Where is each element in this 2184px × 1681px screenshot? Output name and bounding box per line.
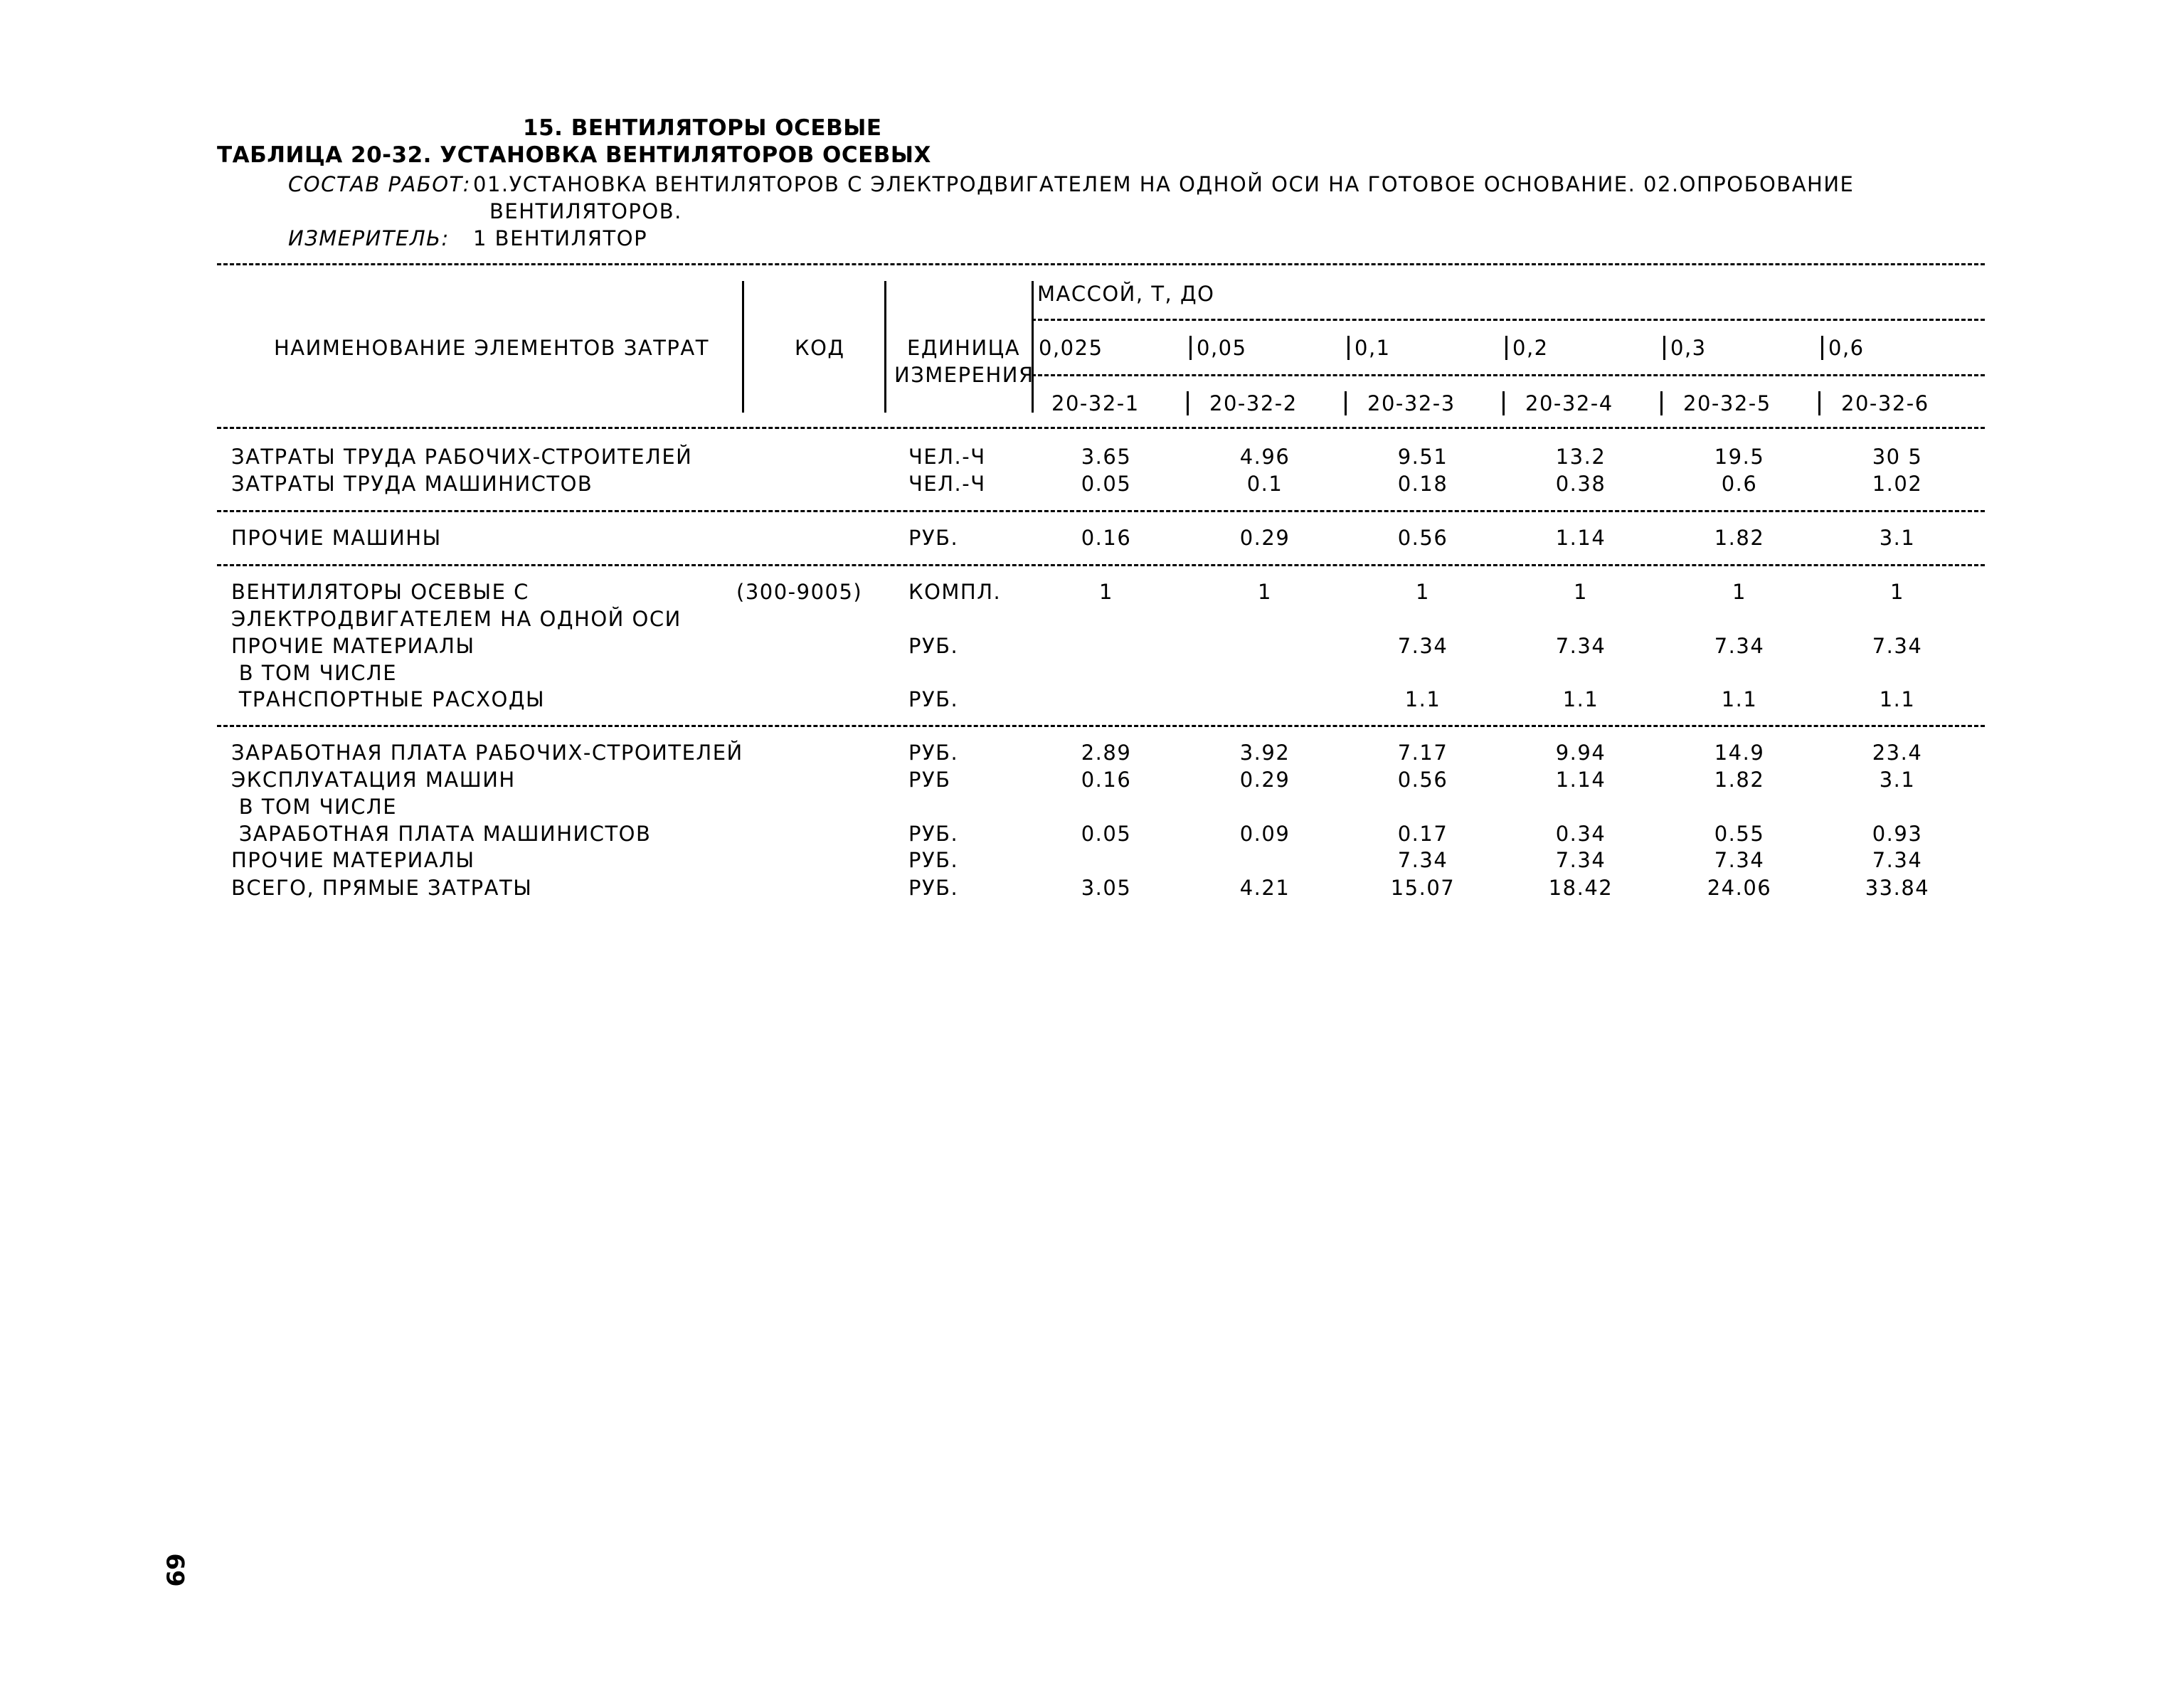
row-value: 18.42 (1548, 876, 1613, 900)
mass-col-bar (1189, 336, 1192, 360)
mass-col-bar (1347, 336, 1350, 360)
row-value: 7.34 (1397, 848, 1448, 872)
row-value: 7.17 (1397, 741, 1448, 765)
row-value: 0.56 (1397, 768, 1448, 792)
norm-code: 20-32-6 (1841, 391, 1929, 415)
row-value: 19.5 (1714, 445, 1765, 469)
row-value: 9.51 (1397, 445, 1448, 469)
mass-label: МАССОЙ, Т, ДО (1037, 282, 1215, 306)
row-value: 1.02 (1872, 472, 1923, 496)
header-bottom-rule (217, 427, 1985, 429)
header-top-rule (217, 263, 1985, 265)
row-value: 0.38 (1555, 472, 1606, 496)
row-name: ЭЛЕКТРОДВИГАТЕЛЕМ НА ОДНОЙ ОСИ (231, 607, 682, 631)
code-col-bar (1660, 391, 1663, 415)
table-title: ТАБЛИЦА 20-32. УСТАНОВКА ВЕНТИЛЯТОРОВ ОСЕВЫХ (217, 142, 931, 168)
row-value: 0.17 (1397, 822, 1448, 846)
row-value: 7.34 (1555, 848, 1606, 872)
row-value: 7.34 (1555, 634, 1606, 658)
row-name: В ТОМ ЧИСЛЕ (231, 661, 398, 685)
row-unit: РУБ. (908, 848, 959, 872)
row-unit: РУБ. (908, 822, 959, 846)
code-column-header: КОД (795, 336, 845, 360)
row-value: 0.16 (1081, 768, 1132, 792)
mass-value: 0,6 (1828, 336, 1865, 360)
row-value: 23.4 (1872, 741, 1923, 765)
row-value: 3.92 (1239, 741, 1290, 765)
work-text-line1: 01.УСТАНОВКА ВЕНТИЛЯТОРОВ С ЭЛЕКТРОДВИГАТЕЛЕМ НА ОДНОЙ ОСИ НА ГОТОВОЕ ОСНОВАНИЕ. 02.ОПРОБОВАНИЕ (473, 172, 1855, 196)
row-value: 0.6 (1721, 472, 1758, 496)
row-name: ВЕНТИЛЯТОРЫ ОСЕВЫЕ С (231, 580, 529, 604)
row-value: 3.1 (1879, 768, 1916, 792)
row-value: 1 (1890, 580, 1904, 604)
norm-code: 20-32-5 (1683, 391, 1771, 415)
unit-text: 1 ВЕНТИЛЯТОР (473, 226, 648, 250)
header-vbar-2 (884, 281, 886, 413)
row-value: 0.05 (1081, 822, 1132, 846)
row-value: 1 (1574, 580, 1588, 604)
row-value: 0.18 (1397, 472, 1448, 496)
norm-code: 20-32-4 (1525, 391, 1613, 415)
row-name: ЗАРАБОТНАЯ ПЛАТА МАШИНИСТОВ (231, 822, 652, 846)
row-name: ПРОЧИЕ МАТЕРИАЛЫ (231, 634, 475, 658)
code-col-bar (1345, 391, 1347, 415)
row-value: 0.05 (1081, 472, 1132, 496)
row-unit: РУБ. (908, 634, 959, 658)
name-column-header: НАИМЕНОВАНИЕ ЭЛЕМЕНТОВ ЗАТРАТ (274, 336, 709, 360)
row-value: 1 (1732, 580, 1746, 604)
row-name: ЗАРАБОТНАЯ ПЛАТА РАБОЧИХ-СТРОИТЕЛЕЙ (231, 741, 743, 765)
row-value: 1.82 (1714, 526, 1765, 550)
page-number: 69 (160, 1553, 189, 1587)
code-col-bar (1187, 391, 1189, 415)
work-label: СОСТАВ РАБОТ: (288, 172, 472, 196)
row-value: 7.34 (1872, 848, 1923, 872)
row-value: 0.34 (1555, 822, 1606, 846)
mass-col-bar (1821, 336, 1823, 360)
mass-col-bar (1663, 336, 1665, 360)
section-title: 15. ВЕНТИЛЯТОРЫ ОСЕВЫЕ (523, 115, 882, 141)
mass-col-bar (1032, 336, 1034, 360)
row-unit: РУБ. (908, 526, 959, 550)
unit-label: ИЗМЕРИТЕЛЬ: (288, 226, 450, 250)
row-name: ТРАНСПОРТНЫЕ РАСХОДЫ (231, 687, 546, 711)
row-value: 3.05 (1081, 876, 1132, 900)
row-value: 0.29 (1239, 526, 1290, 550)
header-vbar-1 (742, 281, 744, 413)
row-value: 0.93 (1872, 822, 1923, 846)
row-value: 7.34 (1872, 634, 1923, 658)
row-value: 1.14 (1555, 526, 1606, 550)
row-value: 1.1 (1404, 687, 1441, 711)
mass-value: 0,025 (1039, 336, 1103, 360)
row-value: 3.1 (1879, 526, 1916, 550)
unit-column-header-2: ИЗМЕРЕНИЯ (894, 363, 1034, 387)
row-name: В ТОМ ЧИСЛЕ (231, 795, 398, 819)
row-name: ПРОЧИЕ МАТЕРИАЛЫ (231, 848, 475, 872)
row-value: 33.84 (1865, 876, 1930, 900)
row-value: 13.2 (1555, 445, 1606, 469)
row-value: 1.1 (1879, 687, 1916, 711)
row-name: ВСЕГО, ПРЯМЫЕ ЗАТРАТЫ (231, 876, 533, 900)
row-value: 1.1 (1721, 687, 1758, 711)
row-name: ЗАТРАТЫ ТРУДА МАШИНИСТОВ (231, 472, 593, 496)
row-value: 0.29 (1239, 768, 1290, 792)
row-value: 9.94 (1555, 741, 1606, 765)
code-col-bar (1818, 391, 1820, 415)
row-name: ПРОЧИЕ МАШИНЫ (231, 526, 442, 550)
row-name: ЗАТРАТЫ ТРУДА РАБОЧИХ-СТРОИТЕЛЕЙ (231, 445, 693, 469)
mass-value: 0,2 (1512, 336, 1549, 360)
row-value: 4.96 (1239, 445, 1290, 469)
row-value: 1.1 (1562, 687, 1599, 711)
row-value: 30 5 (1872, 445, 1923, 469)
group-rule-1 (217, 510, 1985, 512)
row-value: 1 (1099, 580, 1113, 604)
row-value: 0.16 (1081, 526, 1132, 550)
row-value: 0.55 (1714, 822, 1765, 846)
mass-value: 0,3 (1670, 336, 1707, 360)
group-rule-3 (217, 725, 1985, 727)
row-code: (300-9005) (736, 580, 863, 604)
norm-code: 20-32-2 (1209, 391, 1298, 415)
row-value: 24.06 (1707, 876, 1772, 900)
row-value: 2.89 (1081, 741, 1132, 765)
row-unit: КОМПЛ. (908, 580, 1002, 604)
mass-value: 0,1 (1355, 336, 1391, 360)
row-name: ЭКСПЛУАТАЦИЯ МАШИН (231, 768, 516, 792)
row-unit: РУБ. (908, 687, 959, 711)
row-unit: РУБ (908, 768, 951, 792)
row-value: 7.34 (1714, 848, 1765, 872)
row-value: 4.21 (1239, 876, 1290, 900)
row-unit: ЧЕЛ.-Ч (908, 472, 986, 496)
mass-value: 0,05 (1197, 336, 1247, 360)
row-unit: ЧЕЛ.-Ч (908, 445, 986, 469)
row-value: 7.34 (1714, 634, 1765, 658)
row-unit: РУБ. (908, 741, 959, 765)
row-value: 0.1 (1246, 472, 1283, 496)
norm-code: 20-32-1 (1051, 391, 1140, 415)
code-col-bar (1502, 391, 1505, 415)
row-value: 1 (1416, 580, 1430, 604)
row-value: 15.07 (1390, 876, 1456, 900)
row-value: 0.09 (1239, 822, 1290, 846)
row-value: 1 (1258, 580, 1272, 604)
row-value: 1.82 (1714, 768, 1765, 792)
row-value: 3.65 (1081, 445, 1132, 469)
mass-value-rule (1032, 374, 1985, 376)
unit-column-header-1: ЕДИНИЦА (907, 336, 1021, 360)
mass-col-bar (1505, 336, 1507, 360)
row-value: 14.9 (1714, 741, 1765, 765)
work-text-line2: ВЕНТИЛЯТОРОВ. (489, 199, 682, 223)
row-value: 7.34 (1397, 634, 1448, 658)
mass-under-rule (1032, 319, 1985, 321)
group-rule-2 (217, 564, 1985, 566)
norm-code: 20-32-3 (1367, 391, 1456, 415)
row-value: 0.56 (1397, 526, 1448, 550)
row-unit: РУБ. (908, 876, 959, 900)
row-value: 1.14 (1555, 768, 1606, 792)
